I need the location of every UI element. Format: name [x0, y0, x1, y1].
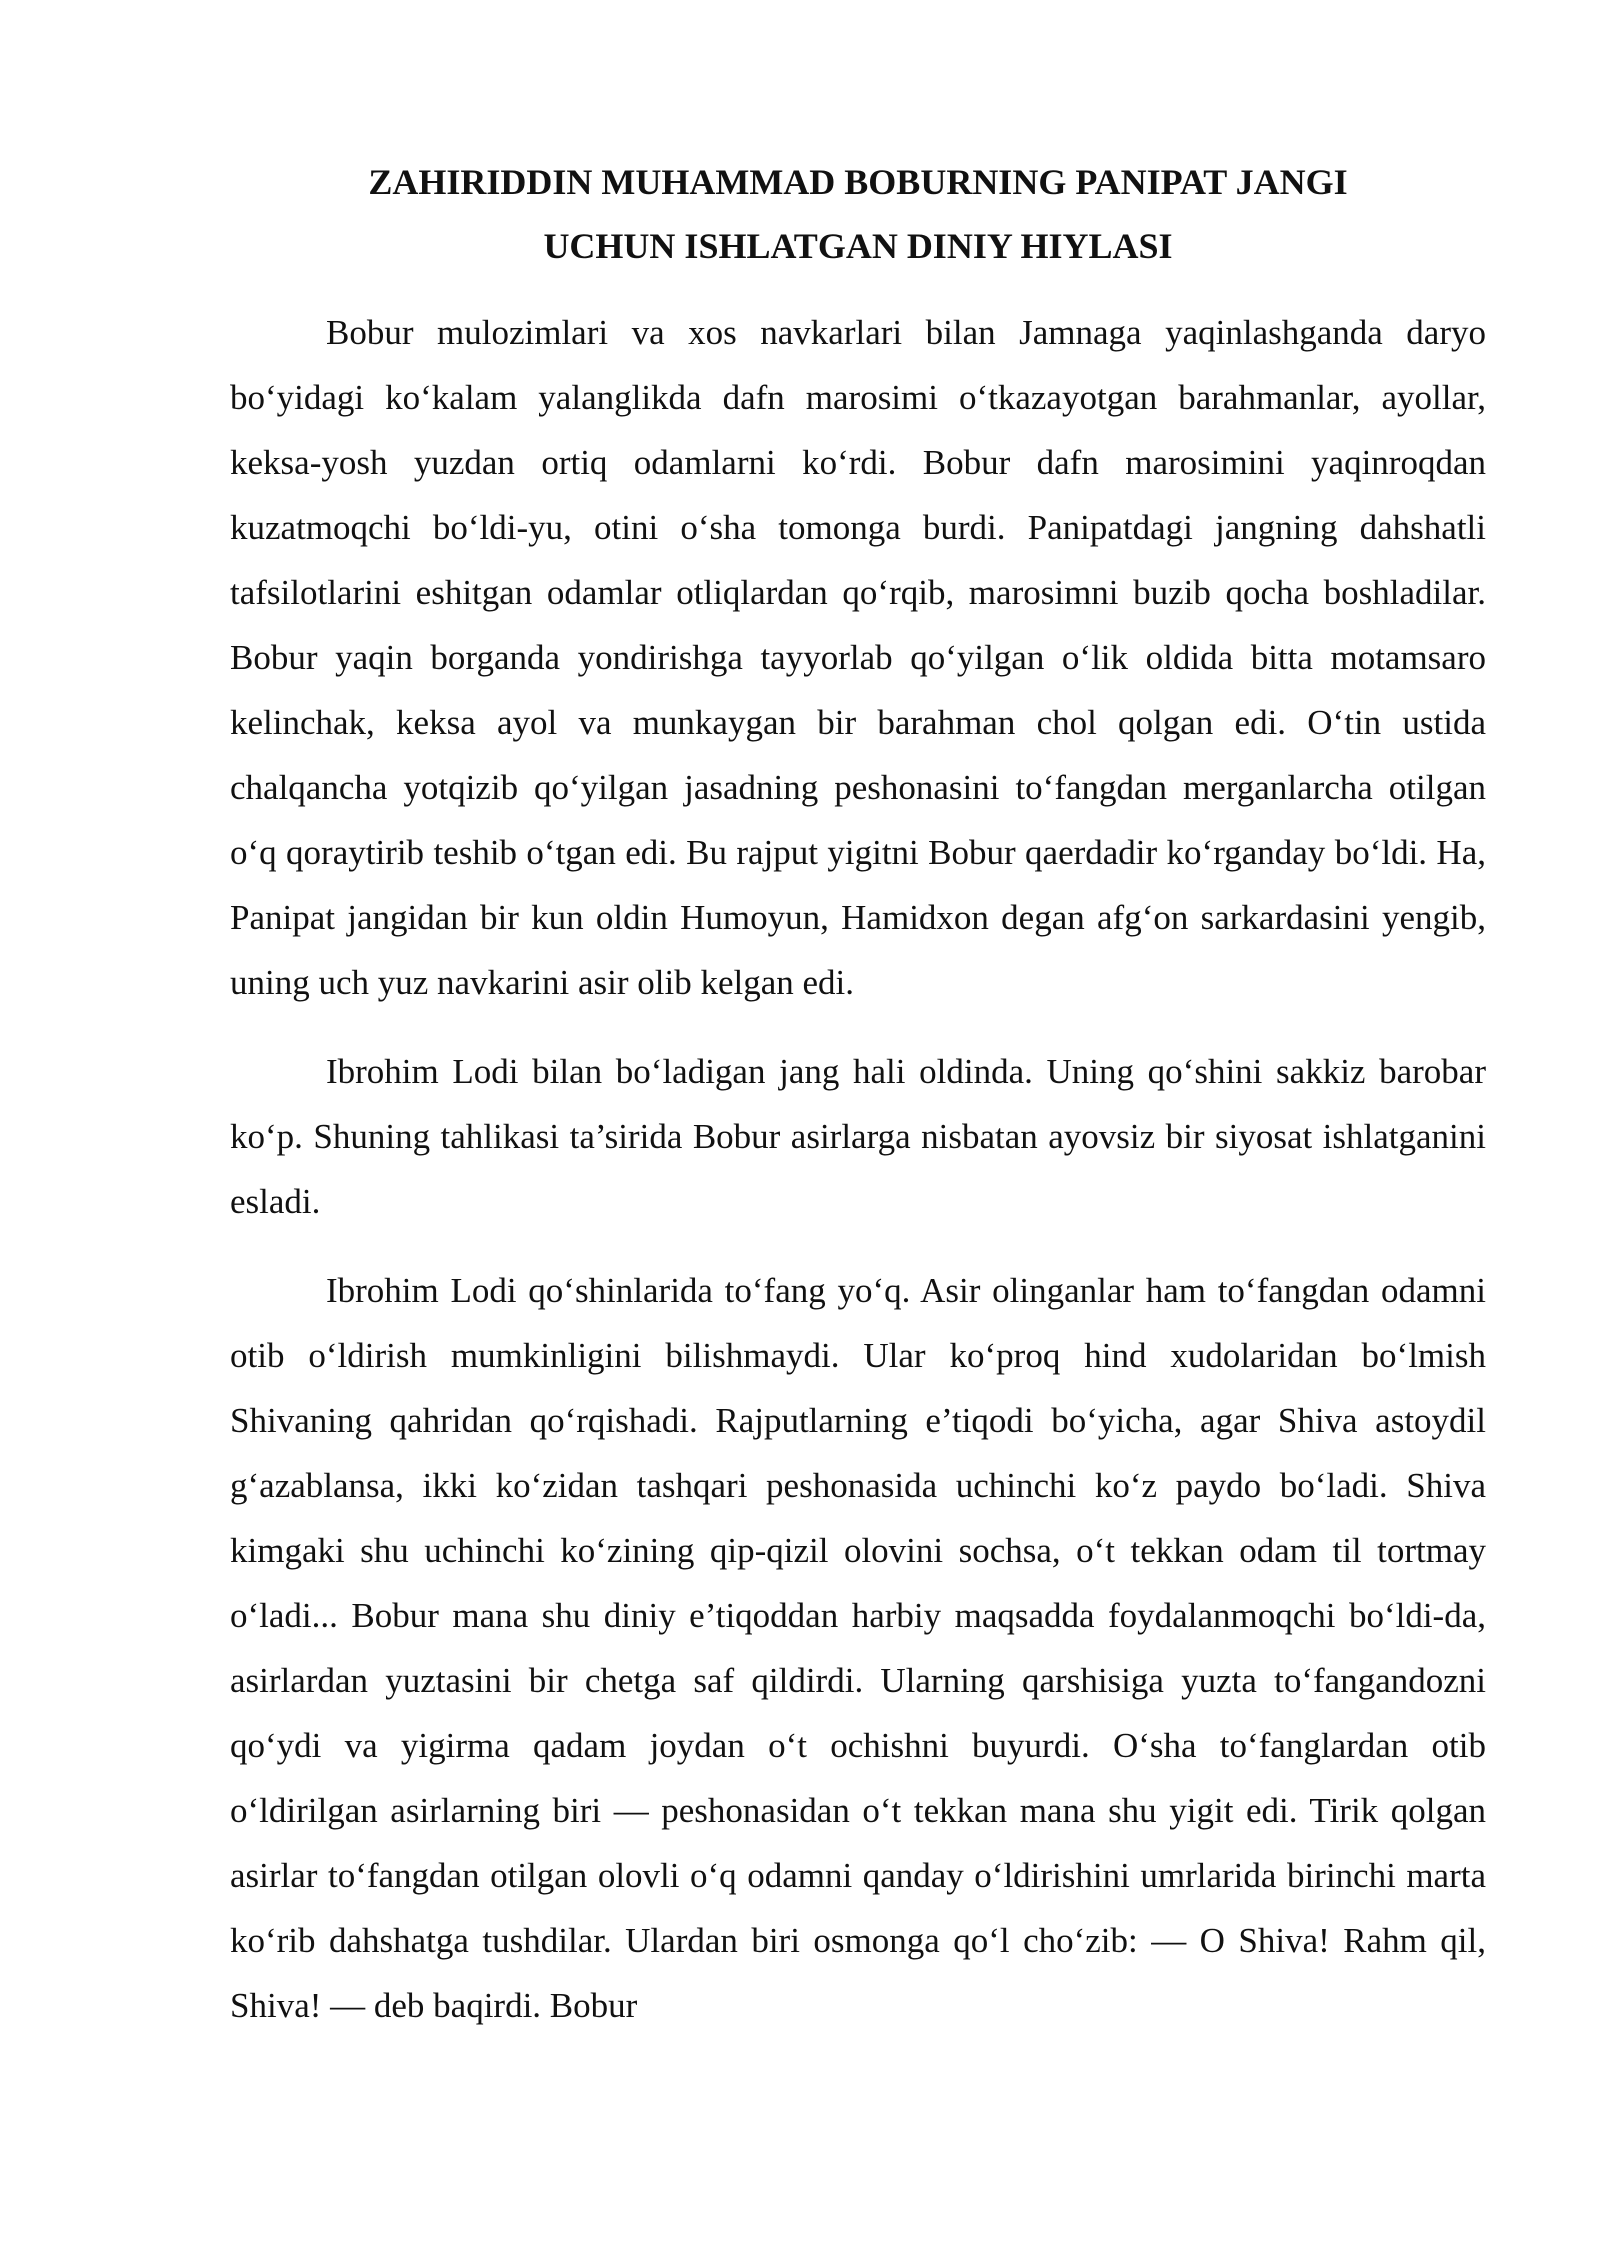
- title-line-2: UCHUN ISHLATGAN DINIY HIYLASI: [543, 226, 1173, 266]
- document-body: [230, 300, 1486, 2062]
- paragraph-3: Ibrohim Lodi qo‘shinlarida to‘fang yo‘q. Asir olinganlar ham to‘fangdan odamni otib o‘ldirish mumkinligini bilishmaydi. Ular ko‘proq hind xudolaridan bo‘lmish Shivaning qahridan qo‘rqishadi. Rajputlarning e’tiqodi bo‘yicha, agar Shiva astoydil g‘azablansa, ikki ko‘zidan tashqari peshonasida uchinchi ko‘z paydo bo‘ladi. Shiva kimgaki shu uchinchi ko‘zining qip-qizil olovini sochsa, o‘t tekkan odam til tortmay o‘ladi... Bobur mana shu diniy e’tiqoddan harbiy maqsadda foydalanmoqchi bo‘ldi-da, asirlardan yuztasini bir chetga saf qildirdi. Ularning qarshisiga yuzta to‘fangandozni qo‘ydi va yigirma qadam joydan o‘t ochishni buyurdi. O‘sha to‘fanglardan otib o‘ldirilgan asirlarning biri — peshonasidan o‘t tekkan mana shu yigit edi. Tirik qolgan asirlar to‘fangdan otilgan olovli o‘q odamni qanday o‘ldirishini umrlarida birinchi marta ko‘rib dahshatga tushdilar. Ulardan biri osmonga qo‘l cho‘zib: — O Shiva! Rahm qil, Shiva! — deb baqirdi. Bobur: [230, 1271, 1486, 2025]
- paragraph-1: Bobur mulozimlari va xos navkarlari bilan Jamnaga yaqinlashganda daryo bo‘yidagi ko‘kalam yalanglikda dafn marosimi o‘tkazayotgan barahmanlar, ayollar, keksa-yosh yuzdan ortiq odamlarni ko‘rdi. Bobur dafn marosimini yaqinroqdan kuzatmoqchi bo‘ldi-yu, otini o‘sha tomonga burdi. Panipatdagi jangning dahshatli tafsilotlarini eshitgan odamlar otliqlardan qo‘rqib, marosimni buzib qocha boshladilar. Bobur yaqin borganda yondirishga tayyorlab qo‘yilgan o‘lik oldida bitta motamsaro kelinchak, keksa ayol va munkaygan bir barahman chol qolgan edi. O‘tin ustida chalqancha yotqizib qo‘yilgan jasadning peshonasini to‘fangdan merganlarcha otilgan o‘q qoraytirib teshib o‘tgan edi. Bu rajput yigitni Bobur qaerdadir ko‘rganday bo‘ldi. Ha, Panipat jangidan bir kun oldin Humoyun, Hamidxon degan afg‘on sarkardasini yengib, uning uch yuz navkarini asir olib kelgan edi.: [230, 313, 1486, 1002]
- document-title: [230, 150, 1486, 278]
- paragraph-2: Ibrohim Lodi bilan bo‘ladigan jang hali oldinda. Uning qo‘shini sakkiz barobar ko‘p. Shuning tahlikasi ta’sirida Bobur asirlarga nisbatan ayovsiz bir siyosat ishlatganini esladi.: [230, 1052, 1486, 1221]
- title-line-1: ZAHIRIDDIN MUHAMMAD BOBURNING PANIPAT JANGI: [368, 162, 1348, 202]
